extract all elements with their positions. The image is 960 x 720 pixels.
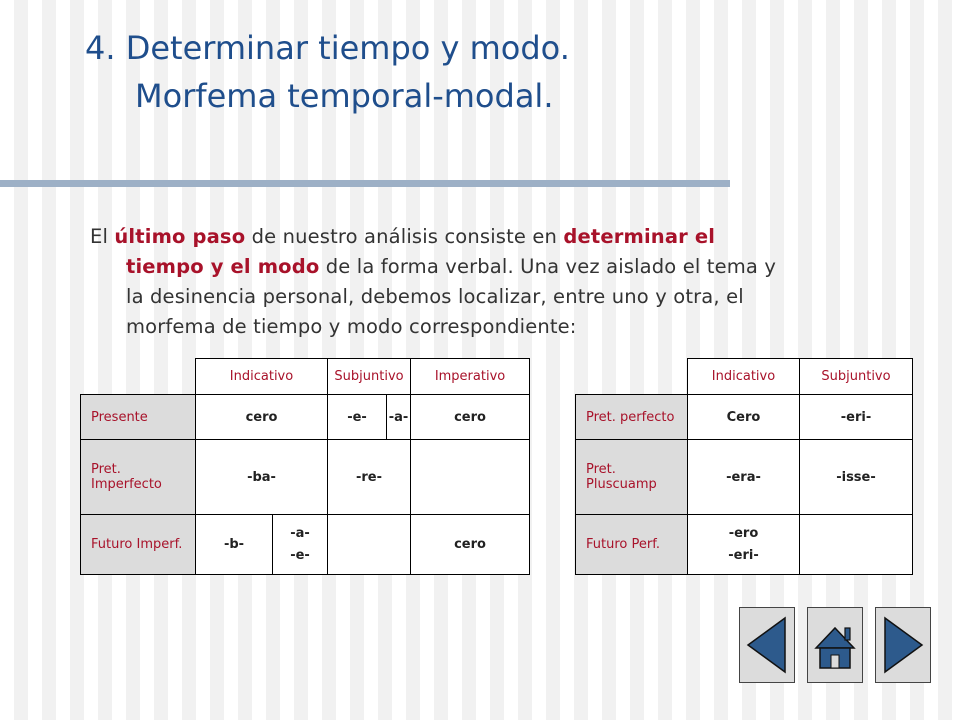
table1-cell-presente-indicativo: cero	[196, 395, 328, 440]
table1-cell-futuro-indicativo-ae	[273, 515, 328, 575]
table1-futuro-e: -e-	[290, 547, 310, 563]
table2-header-subjuntivo: Subjuntivo	[800, 359, 913, 395]
paragraph-line-4: morfema de tiempo y modo correspondiente:	[126, 315, 577, 338]
table1-futuro-a: -a-	[290, 525, 310, 541]
triangle-left-icon	[740, 608, 794, 682]
table1-header-subjuntivo: Subjuntivo	[328, 359, 411, 395]
table2-row-label-pluscuamp: Pret. Pluscuamp	[576, 440, 688, 515]
title-divider	[0, 180, 730, 187]
table1-cell-futuro-subjuntivo	[328, 515, 411, 575]
table1-corner	[81, 359, 196, 395]
table1-header-imperativo: Imperativo	[411, 359, 530, 395]
table2-row-label-futuro: Futuro Perf.	[576, 515, 688, 575]
table2-cell-perfecto-indicativo: Cero	[688, 395, 800, 440]
next-slide-button[interactable]	[875, 607, 931, 683]
table2-row-label-perfecto: Pret. perfecto	[576, 395, 688, 440]
slide-title	[85, 24, 570, 120]
paragraph-line-3: la desinencia personal, debemos localizar, entre uno y otra, el	[126, 285, 744, 308]
title-line-1: 4. Determinar tiempo y modo.	[85, 29, 570, 67]
table-present-system	[80, 358, 530, 575]
table2-cell-futuro-subjuntivo	[800, 515, 913, 575]
table2-cell-pluscuamp-indicativo: -era-	[688, 440, 800, 515]
table1-row-label-futuro: Futuro Imperf.	[81, 515, 196, 575]
triangle-right-icon	[876, 608, 930, 682]
home-icon	[808, 608, 862, 682]
table1-cell-futuro-indicativo-b: -b-	[196, 515, 273, 575]
table1-cell-imperfecto-imperativo	[411, 440, 530, 515]
paragraph-line-2: tiempo y el modo de la forma verbal. Una vez aislado el tema y	[126, 255, 777, 278]
table1-cell-imperfecto-subjuntivo: -re-	[328, 440, 411, 515]
emphasis-determinar: determinar el	[563, 225, 716, 248]
table2-cell-pluscuamp-subjuntivo: -isse-	[800, 440, 913, 515]
table2-cell-futuro-indicativo	[688, 515, 800, 575]
table1-cell-presente-subjuntivo-a: -a-	[387, 395, 411, 440]
table2-futuro-ero: -ero	[728, 525, 759, 541]
paragraph-line-1: El último paso de nuestro análisis consiste en determinar el	[90, 225, 716, 248]
home-button[interactable]	[807, 607, 863, 683]
table2-cell-perfecto-subjuntivo: -eri-	[800, 395, 913, 440]
table1-header-indicativo: Indicativo	[196, 359, 328, 395]
table2-corner	[576, 359, 688, 395]
body-paragraph	[90, 222, 940, 342]
table-perfect-system	[575, 358, 913, 575]
table1-row-label-presente: Presente	[81, 395, 196, 440]
table1-cell-futuro-imperativo: cero	[411, 515, 530, 575]
table1-cell-presente-subjuntivo-e: -e-	[328, 395, 387, 440]
emphasis-ultimo-paso: último paso	[114, 225, 246, 248]
table1-row-label-imperfecto: Pret. Imperfecto	[81, 440, 196, 515]
table2-futuro-eri: -eri-	[728, 547, 759, 563]
table1-cell-imperfecto-indicativo: -ba-	[196, 440, 328, 515]
emphasis-tiempo-modo: tiempo y el modo	[126, 255, 320, 278]
table2-header-indicativo: Indicativo	[688, 359, 800, 395]
title-line-2: Morfema temporal-modal.	[135, 77, 554, 115]
table1-cell-presente-imperativo: cero	[411, 395, 530, 440]
previous-slide-button[interactable]	[739, 607, 795, 683]
